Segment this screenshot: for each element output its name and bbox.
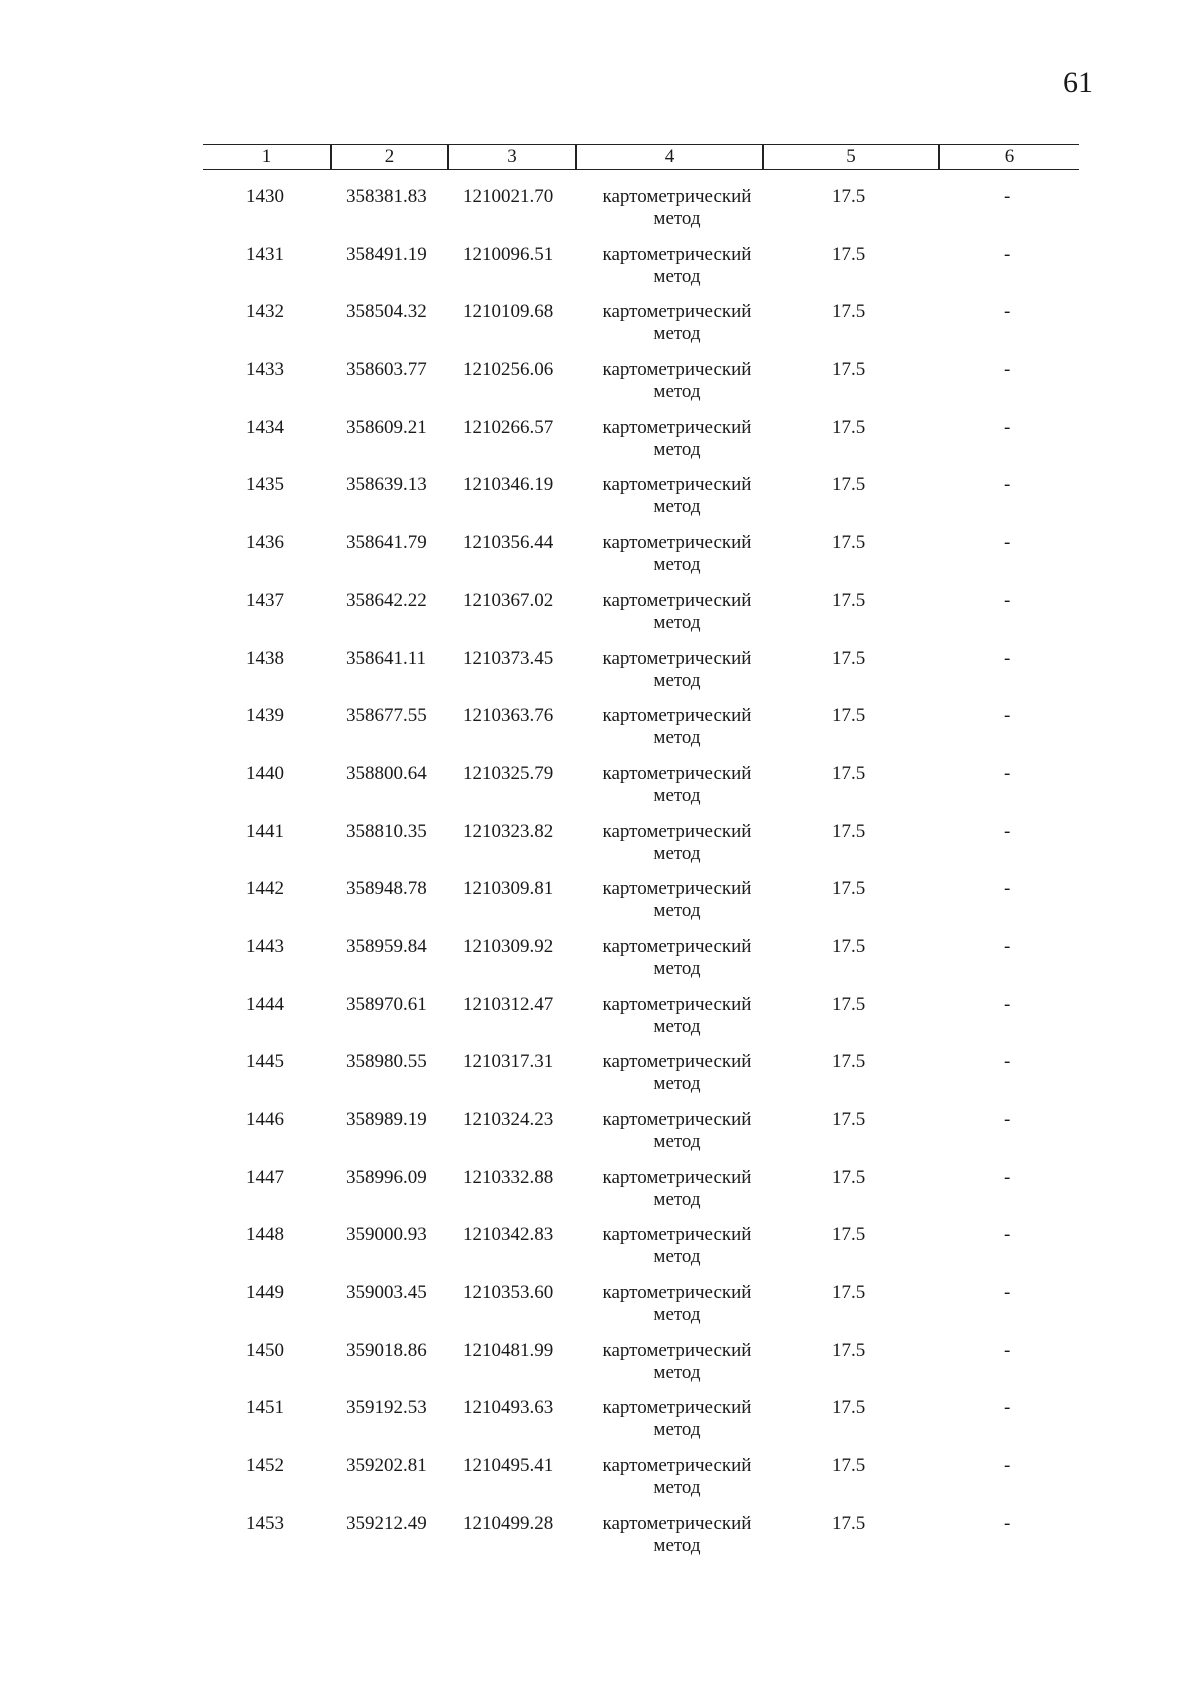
method-cell — [592, 244, 762, 288]
method-text: картометрический — [602, 474, 752, 496]
point-number-cell: 1439 — [246, 705, 284, 727]
method-cell — [592, 994, 762, 1038]
accuracy-cell: 17.5 — [832, 1455, 866, 1477]
y-coordinate-cell: 1210266.57 — [463, 416, 554, 438]
y-coordinate-cell: 1210353.60 — [463, 1282, 554, 1304]
y-coordinate-cell: 1210499.28 — [463, 1512, 554, 1534]
accuracy-cell: 17.5 — [832, 762, 866, 784]
note-cell: - — [1004, 301, 1011, 323]
accuracy-cell: 17.5 — [832, 1282, 866, 1304]
method-text: картометрический — [602, 1051, 752, 1073]
y-coordinate-cell: 1210256.06 — [463, 359, 554, 381]
table-row — [0, 1397, 1200, 1455]
x-coordinate-cell: 358641.11 — [346, 647, 427, 669]
y-coordinate-cell: 1210342.83 — [463, 1224, 554, 1246]
method-text: метод — [653, 438, 701, 460]
method-text: картометрический — [602, 416, 752, 438]
point-number-cell: 1432 — [246, 301, 284, 323]
table-row — [0, 186, 1200, 244]
note-cell: - — [1004, 993, 1011, 1015]
method-text: картометрический — [602, 993, 752, 1015]
point-number-cell: 1452 — [246, 1455, 284, 1477]
table-row — [0, 359, 1200, 417]
method-cell — [592, 936, 762, 980]
accuracy-cell: 17.5 — [832, 935, 866, 957]
point-number-cell: 1430 — [246, 186, 284, 207]
point-number-cell: 1447 — [246, 1166, 284, 1188]
method-text: метод — [653, 1131, 701, 1152]
table-row — [0, 994, 1200, 1052]
point-number-cell: 1453 — [246, 1512, 284, 1534]
method-text: метод — [653, 554, 701, 576]
accuracy-cell: 17.5 — [832, 1166, 866, 1188]
note-cell: - — [1004, 186, 1011, 207]
x-coordinate-cell: 358491.19 — [346, 243, 427, 265]
method-text: метод — [653, 1361, 701, 1383]
point-number-cell: 1449 — [246, 1282, 284, 1304]
x-coordinate-cell: 358381.83 — [346, 186, 427, 207]
method-cell — [592, 532, 762, 576]
point-number-cell: 1435 — [246, 474, 284, 496]
x-coordinate-cell: 359018.86 — [346, 1339, 427, 1361]
column-header-2: 2 — [384, 146, 395, 167]
method-text: метод — [653, 1534, 701, 1556]
x-coordinate-cell: 358641.79 — [346, 532, 427, 554]
table-row — [0, 1109, 1200, 1167]
accuracy-cell: 17.5 — [832, 532, 866, 554]
point-number-cell: 1443 — [246, 935, 284, 957]
accuracy-cell: 17.5 — [832, 647, 866, 669]
y-coordinate-cell: 1210481.99 — [463, 1339, 554, 1361]
y-coordinate-cell: 1210373.45 — [463, 647, 554, 669]
method-text: картометрический — [602, 1109, 752, 1130]
method-cell — [592, 1167, 762, 1211]
table-row — [0, 301, 1200, 359]
method-text: метод — [653, 1246, 701, 1268]
y-coordinate-cell: 1210021.70 — [463, 186, 554, 207]
column-header-4: 4 — [664, 146, 675, 167]
point-number-cell: 1437 — [246, 589, 284, 611]
point-number-cell: 1451 — [246, 1397, 284, 1419]
point-number-cell: 1431 — [246, 243, 284, 265]
method-cell — [592, 763, 762, 807]
accuracy-cell: 17.5 — [832, 1339, 866, 1361]
method-text: картометрический — [602, 1512, 752, 1534]
point-number-cell: 1441 — [246, 820, 284, 842]
accuracy-cell: 17.5 — [832, 878, 866, 900]
method-text: метод — [653, 611, 701, 633]
method-text: картометрический — [602, 1282, 752, 1304]
table-row — [0, 1513, 1200, 1571]
method-text: метод — [653, 1304, 701, 1326]
table-row — [0, 1282, 1200, 1340]
method-text: метод — [653, 900, 701, 922]
method-text: картометрический — [602, 186, 752, 207]
accuracy-cell: 17.5 — [832, 820, 866, 842]
method-text: картометрический — [602, 589, 752, 611]
x-coordinate-cell: 358677.55 — [346, 705, 427, 727]
method-text: метод — [653, 1419, 701, 1441]
method-cell — [592, 417, 762, 461]
x-coordinate-cell: 359202.81 — [346, 1455, 427, 1477]
note-cell: - — [1004, 705, 1011, 727]
method-text: метод — [653, 323, 701, 345]
note-cell: - — [1004, 1166, 1011, 1188]
method-text: картометрический — [602, 647, 752, 669]
y-coordinate-cell: 1210346.19 — [463, 474, 554, 496]
table-row — [0, 763, 1200, 821]
y-coordinate-cell: 1210356.44 — [463, 532, 554, 554]
method-cell — [592, 878, 762, 922]
table-row — [0, 821, 1200, 879]
page-number: 61 — [1063, 66, 1093, 99]
x-coordinate-cell: 359212.49 — [346, 1512, 427, 1534]
accuracy-cell: 17.5 — [832, 1397, 866, 1419]
note-cell: - — [1004, 474, 1011, 496]
x-coordinate-cell: 359003.45 — [346, 1282, 427, 1304]
method-cell — [592, 1051, 762, 1095]
point-number-cell: 1442 — [246, 878, 284, 900]
table-row — [0, 1224, 1200, 1282]
y-coordinate-cell: 1210323.82 — [463, 820, 554, 842]
table-row — [0, 417, 1200, 475]
method-cell — [592, 301, 762, 345]
method-text: метод — [653, 265, 701, 287]
point-number-cell: 1448 — [246, 1224, 284, 1246]
note-cell: - — [1004, 1109, 1011, 1130]
note-cell: - — [1004, 1512, 1011, 1534]
note-cell: - — [1004, 1455, 1011, 1477]
note-cell: - — [1004, 878, 1011, 900]
x-coordinate-cell: 359192.53 — [346, 1397, 427, 1419]
x-coordinate-cell: 358609.21 — [346, 416, 427, 438]
method-text: метод — [653, 208, 701, 229]
accuracy-cell: 17.5 — [832, 589, 866, 611]
point-number-cell: 1450 — [246, 1339, 284, 1361]
method-text: картометрический — [602, 301, 752, 323]
table-row — [0, 1051, 1200, 1109]
method-text: картометрический — [602, 762, 752, 784]
accuracy-cell: 17.5 — [832, 474, 866, 496]
table-row — [0, 244, 1200, 302]
method-cell — [592, 821, 762, 865]
method-text: картометрический — [602, 1166, 752, 1188]
column-header-6: 6 — [1004, 146, 1015, 167]
method-text: метод — [653, 1477, 701, 1499]
x-coordinate-cell: 358970.61 — [346, 993, 427, 1015]
y-coordinate-cell: 1210317.31 — [463, 1051, 554, 1073]
note-cell: - — [1004, 762, 1011, 784]
x-coordinate-cell: 358642.22 — [346, 589, 427, 611]
method-cell — [592, 1282, 762, 1326]
note-cell: - — [1004, 647, 1011, 669]
note-cell: - — [1004, 589, 1011, 611]
method-cell — [592, 474, 762, 518]
method-text: метод — [653, 727, 701, 749]
y-coordinate-cell: 1210495.41 — [463, 1455, 554, 1477]
method-cell — [592, 1513, 762, 1557]
accuracy-cell: 17.5 — [832, 993, 866, 1015]
point-number-cell: 1438 — [246, 647, 284, 669]
x-coordinate-cell: 359000.93 — [346, 1224, 427, 1246]
x-coordinate-cell: 358639.13 — [346, 474, 427, 496]
note-cell: - — [1004, 820, 1011, 842]
point-number-cell: 1445 — [246, 1051, 284, 1073]
method-text: картометрический — [602, 705, 752, 727]
table-header — [203, 144, 1079, 170]
method-text: картометрический — [602, 878, 752, 900]
method-cell — [592, 359, 762, 403]
method-text: метод — [653, 669, 701, 691]
x-coordinate-cell: 358603.77 — [346, 359, 427, 381]
point-number-cell: 1440 — [246, 762, 284, 784]
table-row — [0, 1455, 1200, 1513]
x-coordinate-cell: 358800.64 — [346, 762, 427, 784]
point-number-cell: 1434 — [246, 416, 284, 438]
table-row — [0, 705, 1200, 763]
point-number-cell: 1444 — [246, 993, 284, 1015]
x-coordinate-cell: 358959.84 — [346, 935, 427, 957]
accuracy-cell: 17.5 — [832, 359, 866, 381]
note-cell: - — [1004, 1282, 1011, 1304]
table-body — [0, 186, 1200, 1571]
note-cell: - — [1004, 359, 1011, 381]
note-cell: - — [1004, 1339, 1011, 1361]
accuracy-cell: 17.5 — [832, 1109, 866, 1130]
note-cell: - — [1004, 243, 1011, 265]
y-coordinate-cell: 1210332.88 — [463, 1166, 554, 1188]
method-cell — [592, 590, 762, 634]
method-cell — [592, 186, 762, 230]
method-cell — [592, 705, 762, 749]
x-coordinate-cell: 358996.09 — [346, 1166, 427, 1188]
method-text: метод — [653, 784, 701, 806]
note-cell: - — [1004, 1397, 1011, 1419]
x-coordinate-cell: 358980.55 — [346, 1051, 427, 1073]
accuracy-cell: 17.5 — [832, 301, 866, 323]
method-text: картометрический — [602, 935, 752, 957]
note-cell: - — [1004, 1224, 1011, 1246]
column-header-3: 3 — [507, 146, 517, 167]
column-header-5: 5 — [846, 146, 856, 167]
method-text: метод — [653, 1015, 701, 1037]
method-text: метод — [653, 496, 701, 518]
y-coordinate-cell: 1210309.92 — [463, 935, 554, 957]
method-text: картометрический — [602, 820, 752, 842]
table-row — [0, 878, 1200, 936]
accuracy-cell: 17.5 — [832, 1051, 866, 1073]
table-row — [0, 532, 1200, 590]
table-row — [0, 936, 1200, 994]
table-row — [0, 1340, 1200, 1398]
y-coordinate-cell: 1210312.47 — [463, 993, 554, 1015]
y-coordinate-cell: 1210493.63 — [463, 1397, 554, 1419]
point-number-cell: 1436 — [246, 532, 284, 554]
method-text: картометрический — [602, 1397, 752, 1419]
accuracy-cell: 17.5 — [832, 416, 866, 438]
method-text: метод — [653, 1073, 701, 1095]
note-cell: - — [1004, 1051, 1011, 1073]
y-coordinate-cell: 1210096.51 — [463, 243, 554, 265]
accuracy-cell: 17.5 — [832, 1512, 866, 1534]
y-coordinate-cell: 1210324.23 — [463, 1109, 554, 1130]
note-cell: - — [1004, 532, 1011, 554]
x-coordinate-cell: 358504.32 — [346, 301, 427, 323]
method-text: картометрический — [602, 1224, 752, 1246]
method-text: картометрический — [602, 359, 752, 381]
method-text: картометрический — [602, 243, 752, 265]
table-row — [0, 590, 1200, 648]
method-cell — [592, 1224, 762, 1268]
accuracy-cell: 17.5 — [832, 705, 866, 727]
method-cell — [592, 1340, 762, 1384]
note-cell: - — [1004, 416, 1011, 438]
method-text: метод — [653, 842, 701, 864]
point-number-cell: 1433 — [246, 359, 284, 381]
point-number-cell: 1446 — [246, 1109, 284, 1130]
table-row — [0, 474, 1200, 532]
y-coordinate-cell: 1210363.76 — [463, 705, 554, 727]
method-text: метод — [653, 957, 701, 979]
method-cell — [592, 1397, 762, 1441]
table-row — [0, 1167, 1200, 1225]
y-coordinate-cell: 1210309.81 — [463, 878, 554, 900]
method-cell — [592, 1109, 762, 1153]
method-text: картометрический — [602, 532, 752, 554]
column-header-1: 1 — [261, 146, 272, 167]
method-text: картометрический — [602, 1339, 752, 1361]
method-text: метод — [653, 381, 701, 403]
method-cell — [592, 648, 762, 692]
note-cell: - — [1004, 935, 1011, 957]
method-text: картометрический — [602, 1455, 752, 1477]
x-coordinate-cell: 358810.35 — [346, 820, 427, 842]
y-coordinate-cell: 1210367.02 — [463, 589, 554, 611]
accuracy-cell: 17.5 — [832, 243, 866, 265]
method-text: метод — [653, 1188, 701, 1210]
accuracy-cell: 17.5 — [832, 186, 866, 207]
table-row — [0, 648, 1200, 706]
y-coordinate-cell: 1210325.79 — [463, 762, 554, 784]
accuracy-cell: 17.5 — [832, 1224, 866, 1246]
y-coordinate-cell: 1210109.68 — [463, 301, 554, 323]
x-coordinate-cell: 358989.19 — [346, 1109, 427, 1130]
method-cell — [592, 1455, 762, 1499]
x-coordinate-cell: 358948.78 — [346, 878, 427, 900]
